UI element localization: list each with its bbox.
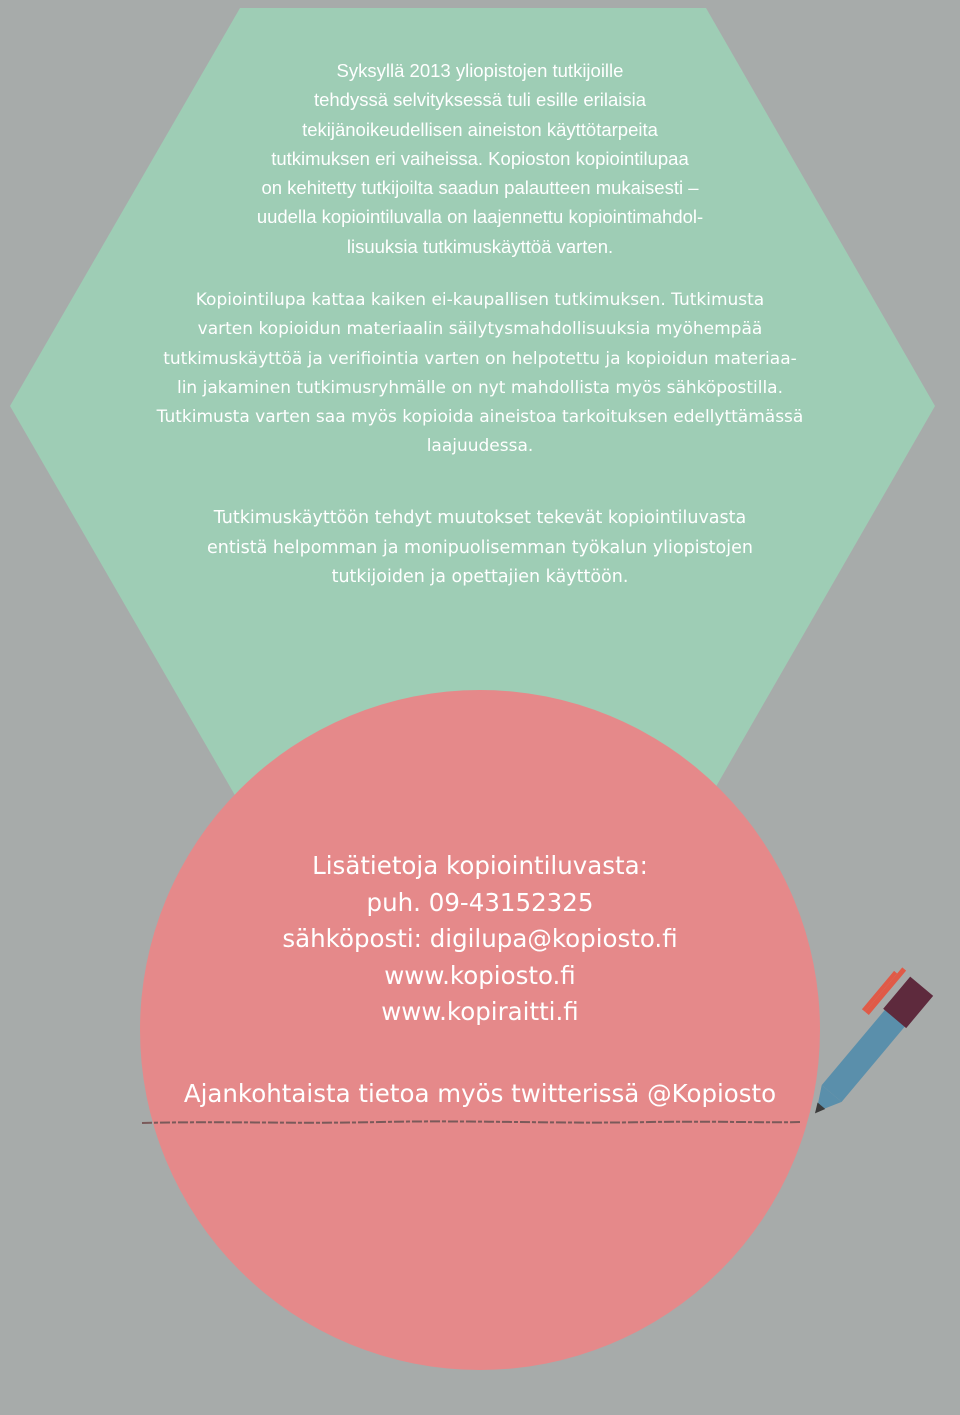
- contact-info: [180, 848, 780, 1031]
- pen-icon: [790, 960, 960, 1130]
- summary-line: entistä helpomman ja monipuolisemman työkalun yliopistojen: [207, 537, 753, 558]
- intro-line: Syksyllä 2013 yliopistojen tutkijoille: [336, 60, 624, 81]
- twitter-note: Ajankohtaista tietoa myös twitterissä @Kopiosto: [183, 1079, 777, 1108]
- summary-line: Tutkimuskäyttöön tehdyt muutokset tekevät kopiointiluvasta: [213, 508, 747, 528]
- coverage-line: Tutkimusta varten saa myös kopioida aineistoa tarkoituksen edellyttämässä: [156, 407, 804, 428]
- coverage-line: varten kopioidun materiaalin säilytysmahdollisuuksia myöhempää: [197, 319, 763, 340]
- contact-phone: puh. 09-43152325: [366, 887, 594, 917]
- intro-line: on kehitetty tutkijoilta saadun palautteen mukaisesti –: [261, 177, 699, 199]
- coverage-paragraph: [80, 286, 880, 462]
- intro-line: tehdyssä selvityksessä tuli esille erilaisia: [313, 89, 647, 111]
- contact-website-kopiraitti[interactable]: www.kopiraitti.fi: [381, 997, 579, 1027]
- intro-line: lisuuksia tutkimuskäyttöä varten.: [346, 235, 614, 257]
- contact-heading: Lisätietoja kopiointiluvasta:: [312, 851, 648, 880]
- contact-email[interactable]: sähköposti: digilupa@kopiosto.fi: [282, 924, 678, 954]
- intro-paragraph: [170, 56, 790, 261]
- intro-line: tutkimuksen eri vaiheissa. Kopioston kopiointilupaa: [271, 147, 689, 169]
- coverage-line: laajuudessa.: [426, 436, 534, 457]
- intro-line: uudella kopiointiluvalla on laajennettu kopiointimahdol-: [256, 206, 704, 228]
- coverage-line: tutkimuskäyttöä ja verifiointia varten on helpotettu ja kopioidun materiaa-: [163, 348, 797, 369]
- coverage-line: Kopiointilupa kattaa kaiken ei-kaupallisen tutkimuksen. Tutkimusta: [195, 290, 765, 310]
- summary-paragraph: [120, 504, 840, 593]
- summary-line: tutkijoiden ja opettajien käyttöön.: [331, 567, 629, 587]
- contact-website-kopiosto[interactable]: www.kopiosto.fi: [384, 960, 576, 990]
- intro-line: tekijänoikeudellisen aineiston käyttötarpeita: [302, 118, 658, 140]
- coverage-line: lin jakaminen tutkimusryhmälle on nyt mahdollista myös sähköpostilla.: [176, 377, 783, 398]
